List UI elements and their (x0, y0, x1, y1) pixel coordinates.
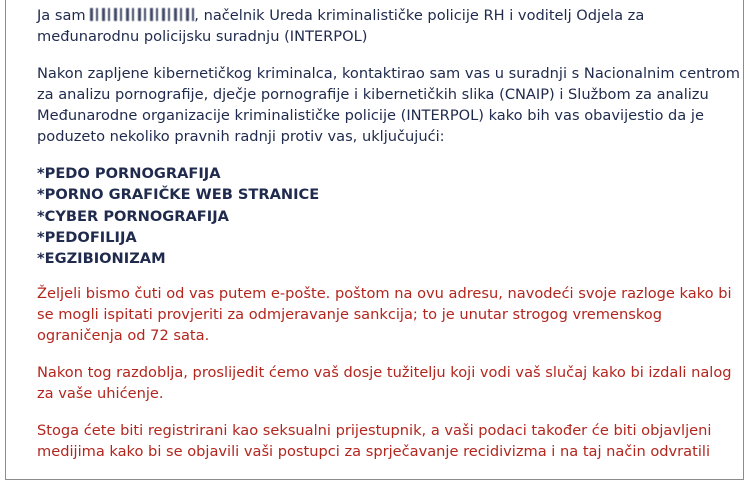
deadline-paragraph (37, 283, 737, 346)
charge-item: *PEDO PORNOGRAFIJA (37, 165, 221, 182)
notice-line-4: poduzeto nekoliko pravnih radnji protiv vas, uključujući: (37, 128, 445, 145)
deadline-line-3: ograničenja od 72 sata. (37, 327, 210, 345)
charge-item: *EGZIBIONIZAM (37, 250, 166, 268)
charge-item: *PEDOFILIJA (37, 228, 137, 246)
intro-paragraph (37, 5, 737, 47)
charges-list (37, 163, 737, 269)
arrest-line-2: za vaše uhićenje. (37, 385, 164, 403)
intro-prefix: Ja sam (37, 7, 86, 24)
intro-line-1 (37, 5, 737, 26)
charge-item: *PORNO GRAFIČKE WEB STRANICE (37, 186, 320, 204)
arrest-paragraph (37, 362, 737, 404)
registry-line-2: medijima kako bi se objavili vaši postupci za sprječavanje recidivizma i na taj način odvratili (37, 443, 711, 461)
deadline-line-2: se mogli ispitati provjeriti za odmjeravanje sankcija; to je unutar strogog vremenskog (37, 306, 662, 324)
notice-line-2: za analizu pornografije, dječje pornografije i kibernetičkih slika (CNAIP) i Službom za analizu (37, 86, 709, 103)
registry-paragraph (37, 420, 737, 462)
letter-body (37, 5, 740, 478)
notice-line-3: Međunarodne organizacije kriminalističke policije (INTERPOL) kako bih vas obavijestio da je (37, 107, 704, 124)
intro-line-2: međunarodnu policijsku suradnju (INTERPOL) (37, 28, 368, 45)
notice-line-1: Nakon zapljene kibernetičkog kriminalca, kontaktirao sam vas u suradnji s Nacionalnim centrom (37, 65, 740, 82)
notice-paragraph (37, 63, 740, 147)
redacted-name (90, 8, 194, 21)
intro-line-1-text: , načelnik Ureda kriminalističke policije RH i voditelj Odjela za (194, 7, 645, 24)
arrest-line-1: Nakon tog razdoblja, proslijedit ćemo vaš dosje tužitelju koji vodi vaš slučaj kako bi izdali nalog (37, 364, 732, 382)
deadline-line-1: Željeli bismo čuti od vas putem e-pošte. poštom na ovu adresu, navodeći svoje razloge kako bi (37, 285, 732, 303)
charge-item: *CYBER PORNOGRAFIJA (37, 207, 229, 225)
registry-line-1: Stoga ćete biti registrirani kao seksualni prijestupnik, a vaši podaci također će biti objavljeni (37, 422, 712, 440)
